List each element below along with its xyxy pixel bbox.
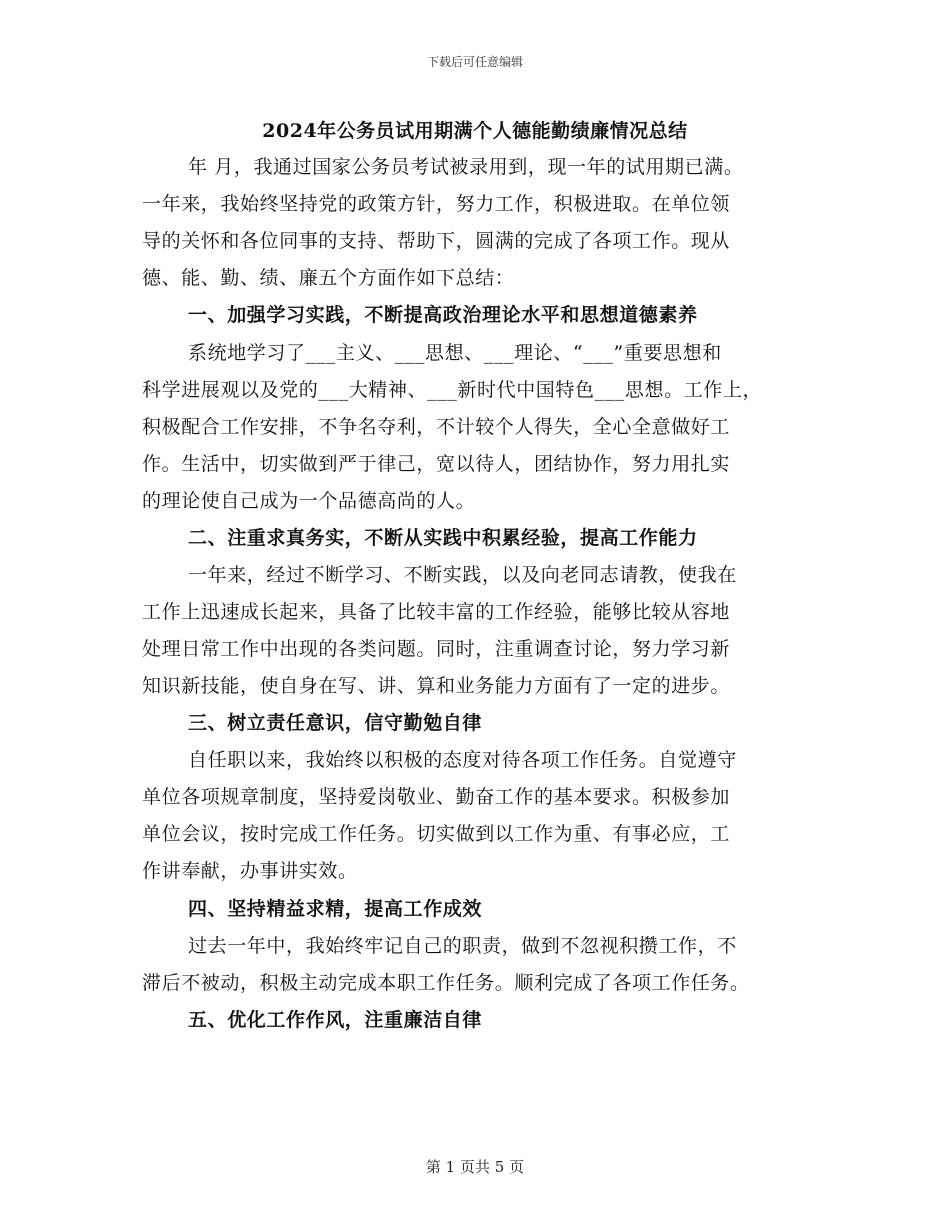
- paragraph-line: 科学进展观以及党的___大精神、___新时代中国特色___思想。工作上，: [142, 379, 763, 401]
- paragraph-line: 单位会议，按时完成工作任务。切实做到以工作为重、有事必应，工: [142, 823, 731, 845]
- section-heading-2: 二、注重求真务实，不断从实践中积累经验，提高工作能力: [188, 527, 698, 549]
- page-header: 下载后可任意编辑: [426, 55, 523, 69]
- section-heading-1: 一、加强学习实践，不断提高政治理论水平和思想道德素养: [188, 304, 698, 326]
- document-title: 2024年公务员试用期满个人德能勤绩廉情况总结: [262, 120, 688, 142]
- paragraph-line: 导的关怀和各位同事的支持、帮助下，圆满的完成了各项工作。现从: [142, 230, 731, 252]
- paragraph-line: 知识新技能，使自身在写、讲、算和业务能力方面有了一定的进步。: [142, 675, 731, 697]
- paragraph-line: 的理论使自己成为一个品德高尚的人。: [142, 490, 476, 512]
- page-footer: 第 1 页共 5 页: [425, 1158, 525, 1176]
- paragraph-line: 一年来，经过不断学习、不断实践，以及向老同志请教，使我在: [188, 564, 737, 586]
- section-heading-5: 五、优化工作作风，注重廉洁自律: [188, 1009, 483, 1031]
- paragraph-line: 年 月，我通过国家公务员考试被录用到，现一年的试用期已满。: [188, 156, 744, 178]
- section-heading-3: 三、树立责任意识，信守勤勉自律: [188, 712, 483, 734]
- paragraph-line: 单位各项规章制度，坚持爱岗敬业、勤奋工作的基本要求。积极参加: [142, 786, 731, 808]
- paragraph-line: 作。生活中，切实做到严于律己，宽以待人，团结协作，努力用扎实: [142, 453, 731, 475]
- paragraph-line: 积极配合工作安排，不争名夺利，不计较个人得失，全心全意做好工: [142, 416, 731, 438]
- paragraph-line: 自任职以来，我始终以积极的态度对待各项工作任务。自觉遵守: [188, 749, 737, 771]
- paragraph-line: 系统地学习了___主义、___思想、___理论、“___”重要思想和: [188, 342, 722, 364]
- paragraph-line: 一年来，我始终坚持党的政策方针，努力工作，积极进取。在单位领: [142, 193, 731, 215]
- section-heading-4: 四、坚持精益求精，提高工作成效: [188, 898, 483, 920]
- paragraph-line: 作讲奉献，办事讲实效。: [142, 860, 358, 882]
- paragraph-line: 工作上迅速成长起来，具备了比较丰富的工作经验，能够比较从容地: [142, 601, 731, 623]
- paragraph-line: 滞后不被动，积极主动完成本职工作任务。顺利完成了各项工作任务。: [142, 972, 750, 994]
- paragraph-line: 过去一年中，我始终牢记自己的职责，做到不忽视积攒工作，不: [188, 935, 737, 957]
- paragraph-line: 德、能、勤、绩、廉五个方面作如下总结：: [142, 267, 515, 289]
- paragraph-line: 处理日常工作中出现的各类问题。同时，注重调查讨论，努力学习新: [142, 638, 731, 660]
